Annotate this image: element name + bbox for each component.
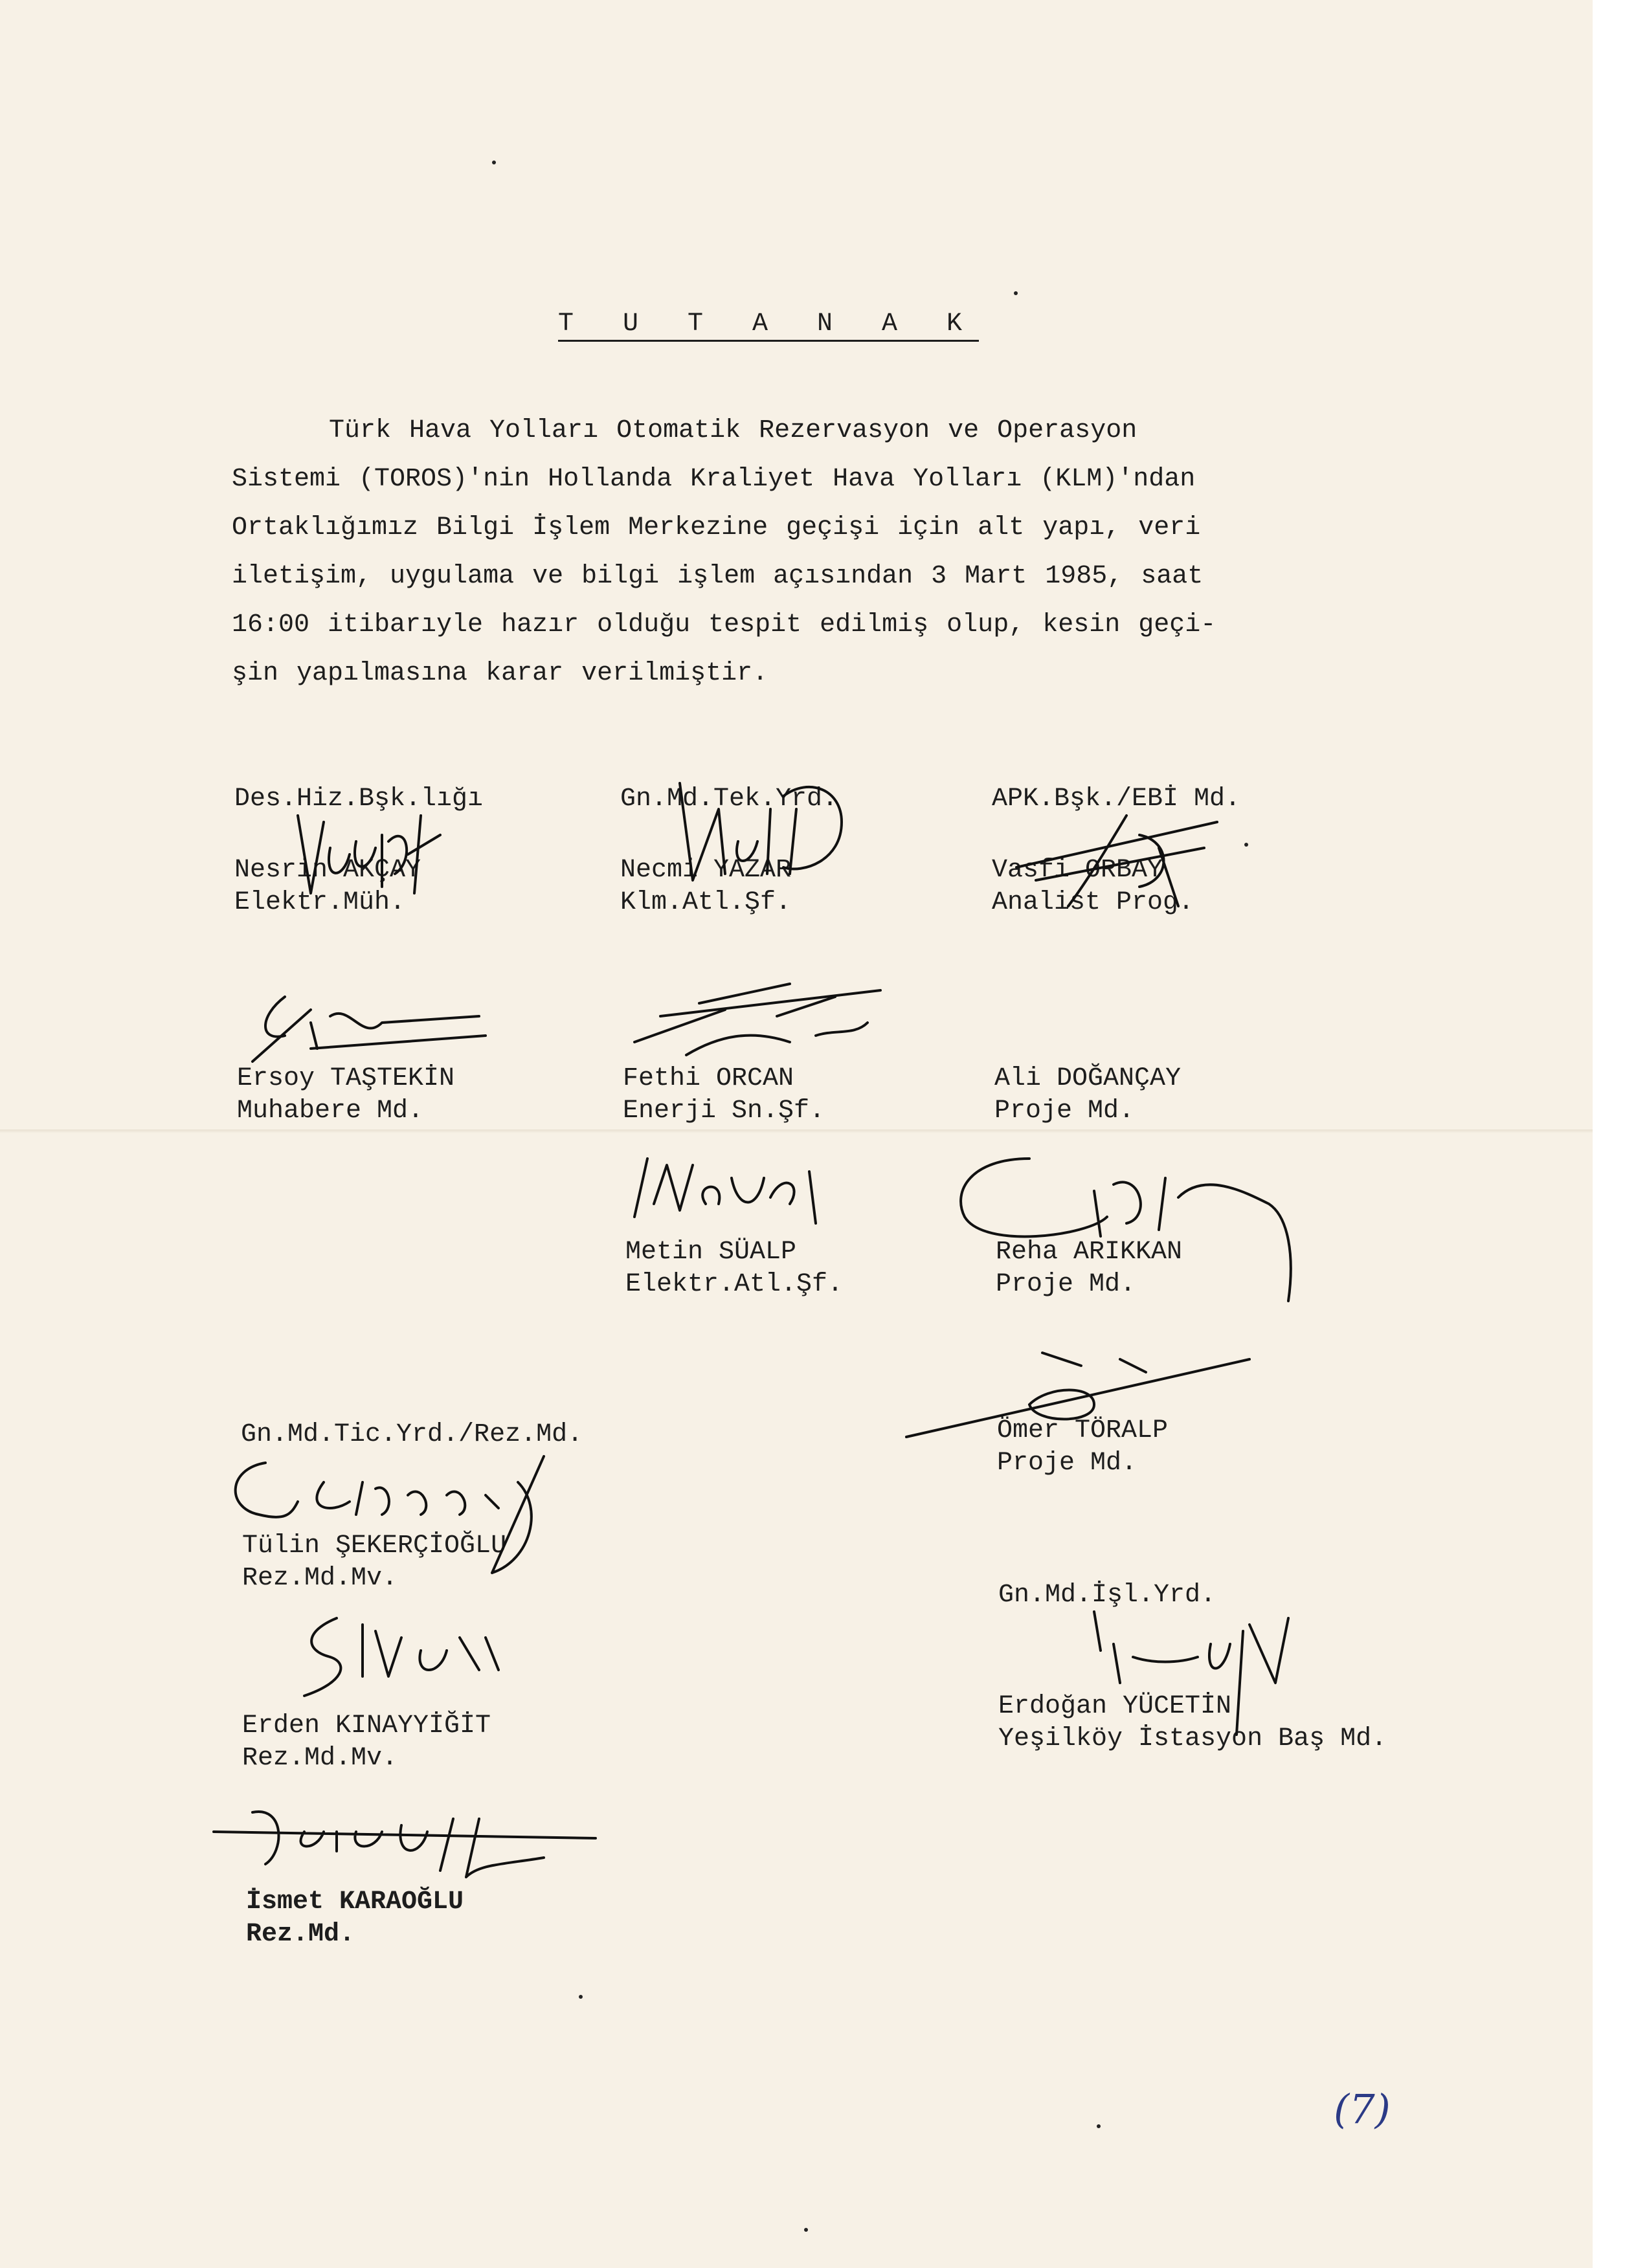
signature-karaoglu — [207, 1793, 609, 1890]
body-line: Sistemi (TOROS)'nin Hollanda Kraliyet Hava Yolları (KLM)'ndan — [232, 465, 1196, 494]
signatory-title: Elektr.Müh. — [234, 888, 406, 917]
signatory-title: Proje Md. — [996, 1270, 1136, 1299]
signatory-title: Proje Md. — [994, 1096, 1135, 1126]
ink-speck — [492, 161, 496, 164]
body-line: Ortaklığımız Bilgi İşlem Merkezine geçişi için alt yapı, veri — [232, 513, 1201, 542]
body-paragraph — [232, 406, 1423, 698]
signatory-dept: Des.Hiz.Bşk.lığı — [234, 784, 484, 814]
signatory-name: Fethi ORCAN — [623, 1064, 794, 1093]
signature-yucetin — [1081, 1605, 1314, 1754]
body-line: Türk Hava Yolları Otomatik Rezervasyon ve Operasyon — [329, 416, 1137, 445]
signatory-name: Metin SÜALP — [625, 1238, 797, 1267]
body-line: iletişim, uygulama ve bilgi işlem açısından 3 Mart 1985, saat — [232, 562, 1204, 591]
body-line: şin yapılmasına karar verilmiştir. — [232, 659, 768, 688]
ink-speck — [804, 2228, 808, 2232]
signatory-sualp — [625, 1236, 843, 1301]
signatory-name: Erden KINAYYİĞİT — [242, 1711, 491, 1740]
ink-speck — [1244, 843, 1248, 847]
signature-tastekin — [233, 984, 492, 1068]
signatory-name: Nesrin AKÇAY — [234, 856, 421, 885]
signature-orcan — [622, 977, 893, 1068]
signatory-title: Proje Md. — [997, 1449, 1137, 1478]
signatory-dept: Gn.Md.Tek.Yrd. — [620, 784, 838, 814]
signatory-title: Rez.Md.Mv. — [242, 1564, 398, 1593]
signature-akcay — [285, 796, 479, 906]
signature-kinayyigit — [291, 1599, 537, 1709]
signatory-title: Rez.Md. — [246, 1920, 355, 1949]
signature-orbay — [1010, 809, 1230, 919]
signatory-name: Necmi YAZAR — [620, 856, 792, 885]
signatory-orcan — [623, 1063, 825, 1128]
signatory-name: Vasfi ORBAY — [992, 856, 1163, 885]
signatory-tastekin — [237, 1063, 454, 1128]
signatory-title: Muhabere Md. — [237, 1096, 424, 1126]
signature-arikkan — [945, 1146, 1308, 1307]
signatory-karaoglu — [246, 1886, 464, 1951]
signatory-name: Tülin ŞEKERÇİOĞLU — [242, 1531, 507, 1561]
signature-toralp — [900, 1340, 1262, 1450]
signatory-name: Ömer TÖRALP — [997, 1416, 1169, 1445]
page-number: (7) — [1334, 2085, 1391, 2133]
signature-sekercioglu — [220, 1443, 583, 1579]
signatory-title: Rez.Md.Mv. — [242, 1744, 398, 1773]
signatory-name: Erdoğan YÜCETİN — [998, 1692, 1232, 1721]
ink-speck — [1097, 2124, 1101, 2128]
signature-sualp — [622, 1146, 842, 1230]
ink-speck — [579, 1995, 583, 1999]
signatory-dept: Gn.Md.Tic.Yrd./Rez.Md. — [241, 1420, 583, 1449]
signatory-title: Yeşilköy İstasyon Baş Md. — [998, 1724, 1387, 1753]
signatory-dept: Gn.Md.İşl.Yrd. — [998, 1581, 1216, 1610]
signatory-dogancay — [994, 1063, 1181, 1128]
signatory-name: İsmet KARAOĞLU — [246, 1887, 464, 1917]
signatory-kinayyigit — [242, 1710, 491, 1775]
signatory-title: Analist Prog. — [992, 888, 1194, 917]
signatory-dept: APK.Bşk./EBİ Md. — [992, 784, 1241, 814]
body-line: 16:00 itibarıyle hazır olduğu tespit edilmiş olup, kesin geçi- — [232, 610, 1216, 639]
signature-yazar — [654, 770, 868, 919]
signatory-title: Elektr.Atl.Şf. — [625, 1270, 844, 1299]
ink-speck — [1014, 291, 1018, 295]
signatory-name: Ersoy TAŞTEKİN — [237, 1064, 455, 1093]
signatory-title: Enerji Sn.Şf. — [623, 1096, 825, 1126]
document-title: T U T A N A K — [558, 309, 979, 342]
signatory-name: Reha ARIKKAN — [996, 1238, 1183, 1267]
signatory-name: Ali DOĞANÇAY — [994, 1064, 1182, 1093]
signatory-title: Klm.Atl.Şf. — [620, 888, 792, 917]
